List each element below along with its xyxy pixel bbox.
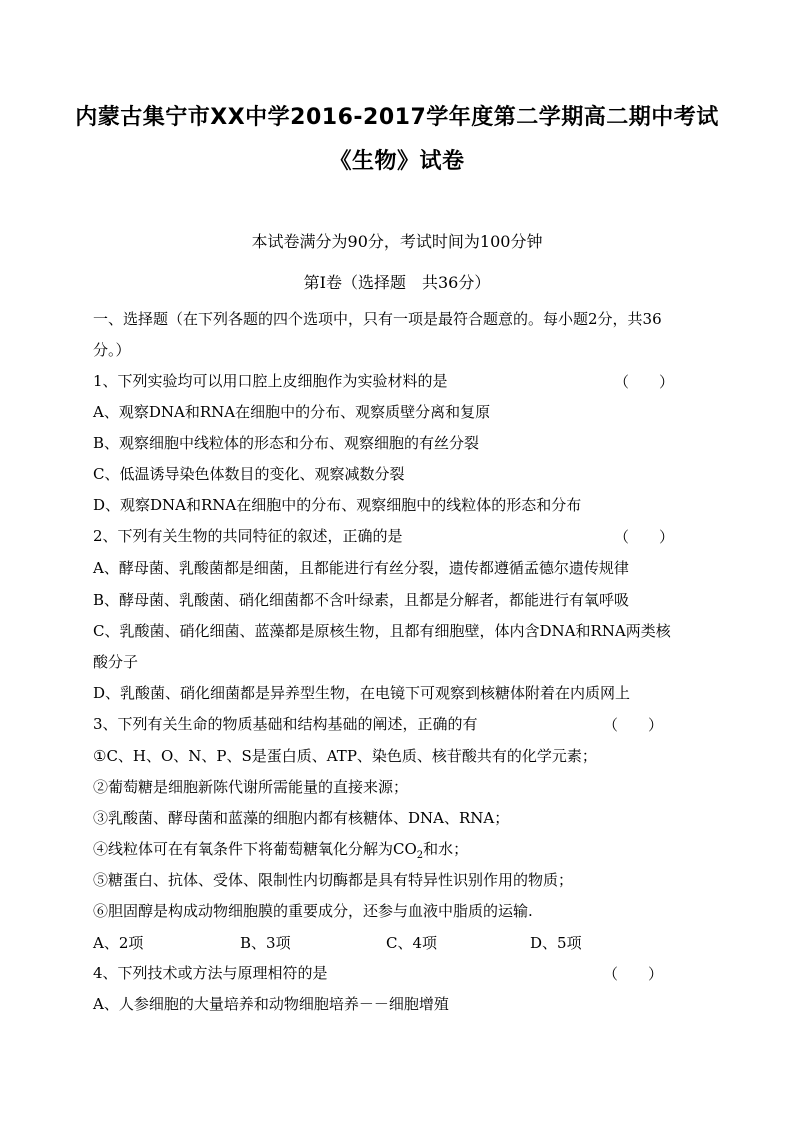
question-3-choice-d: D、5项 [530,934,582,952]
question-4-stem: 4、下列技术或方法与原理相符的是 [93,964,328,982]
question-3-statement-4 [93,839,703,866]
question-3-statement-1: ①C、H、O、N、P、S是蛋白质、ATP、染色质、核苷酸共有的化学元素； [93,747,597,765]
question-3-choice-c: C、4项 [386,934,438,952]
question-1-stem: 1、下列实验均可以用口腔上皮细胞作为实验材料的是 [93,372,448,390]
question-2-answer-paren: （ ） [614,528,675,546]
question-2-stem: 2、下列有关生物的共同特征的叙述，正确的是 [93,527,403,545]
exam-subject-title: 《生物》试卷 [329,149,465,174]
question-4-answer-paren: （ ） [603,965,664,983]
question-3-statement-6: ⑥胆固醇是构成动物细胞膜的重要成分，还参与血液中脂质的运输. [93,902,533,920]
question-1-option-b: B、观察细胞中线粒体的形态和分布、观察细胞的有丝分裂 [93,434,480,452]
question-3-statement-3: ③乳酸菌、酵母菌和蓝藻的细胞内都有核糖体、DNA、RNA； [93,809,510,827]
question-2-option-c: C、乳酸菌、硝化细菌、蓝藻都是原核生物，且都有细胞壁，体内含DNA和RNA两类核 [93,622,671,640]
question-3-statement-5: ⑤糖蛋白、抗体、受体、限制性内切酶都是具有特异性识别作用的物质； [93,871,574,889]
statement-4-text-end: 和水； [423,840,469,858]
question-3-choice-a: A、2项 [93,934,144,952]
exam-info: 本试卷满分为90分，考试时间为100分钟 [251,232,543,251]
question-3-statement-2: ②葡萄糖是细胞新陈代谢所需能量的直接来源； [93,778,409,796]
instructions-line-2: 分。） [93,341,131,359]
question-2-option-b: B、酵母菌、乳酸菌、硝化细菌都不含叶绿素，且都是分解者，都能进行有氧呼吸 [93,591,630,609]
instructions-line-1: 一、选择题（在下列各题的四个选项中，只有一项是最符合题意的。每小题2分，共36 [93,310,662,328]
exam-title: 内蒙古集宁市XX中学2016-2017学年度第二学期高二期中考试 [75,105,719,130]
question-2-option-a: A、酵母菌、乳酸菌都是细菌，且都能进行有丝分裂，遗传都遵循孟德尔遗传规律 [93,559,629,577]
question-1-option-c: C、低温诱导染色体数目的变化、观察减数分裂 [93,465,405,483]
question-1-answer-paren: （ ） [614,373,675,391]
statement-4-text: ④线粒体可在有氧条件下将葡萄糖氧化分解为CO [93,840,417,858]
question-3-stem: 3、下列有关生命的物质基础和结构基础的阐述，正确的有 [93,715,478,733]
question-2-option-d: D、乳酸菌、硝化细菌都是异养型生物，在电镜下可观察到核糖体附着在内质网上 [93,684,631,702]
co2-subscript: 2 [416,850,424,861]
section-title: 第Ⅰ卷（选择题 共36分） [303,273,491,292]
question-1-option-a: A、观察DNA和RNA在细胞中的分布、观察质壁分离和复原 [93,403,491,421]
question-2-option-c-continued: 酸分子 [93,653,139,671]
question-3-choice-b: B、3项 [240,934,291,952]
question-3-answer-paren: （ ） [603,716,664,734]
question-1-option-d: D、观察DNA和RNA在细胞中的分布、观察细胞中的线粒体的形态和分布 [93,496,582,514]
question-4-option-a: A、人参细胞的大量培养和动物细胞培养－－细胞增殖 [93,995,449,1013]
